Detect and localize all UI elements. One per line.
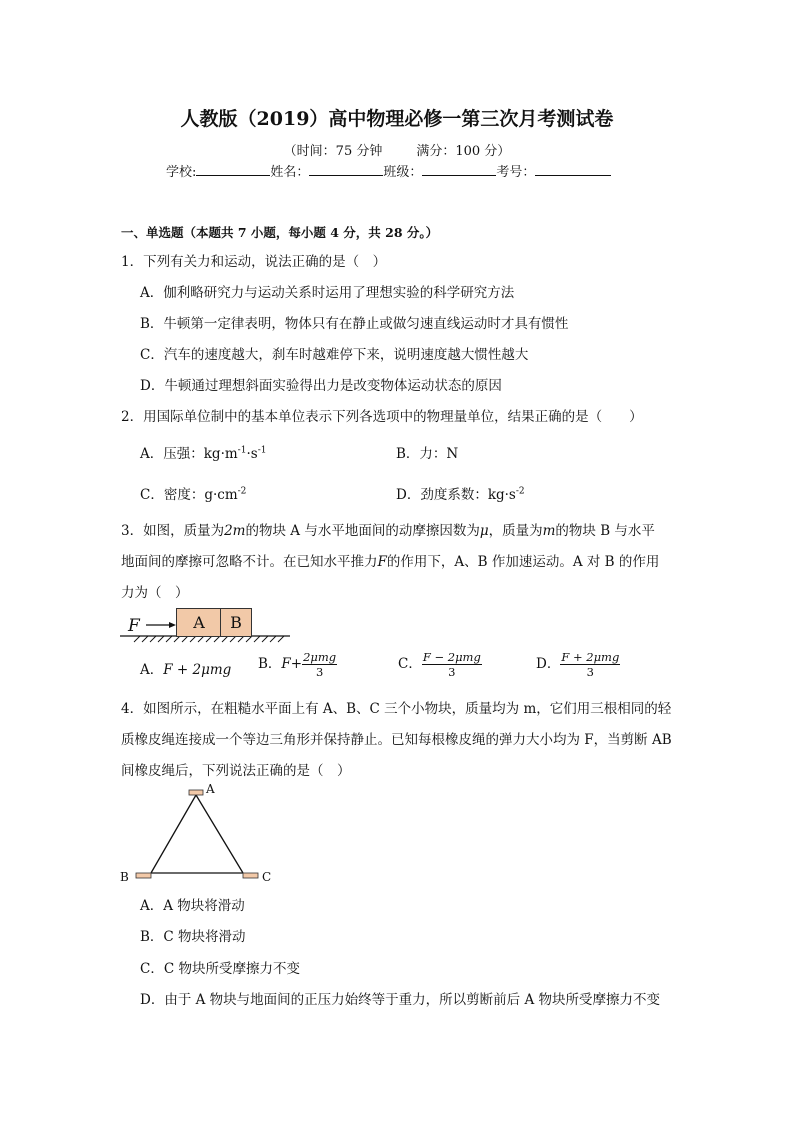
block-c-small	[243, 873, 258, 878]
class-field[interactable]	[422, 163, 496, 176]
q2-option-b[interactable]: B．力：N	[396, 446, 459, 462]
block-b	[220, 608, 252, 637]
vertex-a-label: A	[206, 782, 215, 796]
block-a-label: A	[193, 613, 205, 632]
q4-line3: 间橡皮绳后，下列说法正确的是（ ）	[121, 763, 351, 779]
q1-option-c[interactable]: C．汽车的速度越大，刹车时越难停下来，说明速度越大惯性越大	[140, 347, 529, 363]
q3-text-1a: 3．如图，质量为	[121, 523, 225, 539]
section-heading: 一、单选题（本题共 7 小题，每小题 4 分，共 28 分。）	[121, 225, 439, 240]
q1-option-d[interactable]: D．牛顿通过理想斜面实验得出力是改变物体运动状态的原因	[140, 378, 502, 394]
number-label: 考号：	[496, 165, 536, 180]
block-b-label: B	[230, 613, 242, 632]
class-label: 班级：	[383, 165, 423, 180]
q4-option-b[interactable]: B．C 物块将滑动	[140, 929, 246, 945]
q3-a-label: A．	[140, 662, 164, 678]
name-field[interactable]	[309, 163, 383, 176]
q3-figure	[120, 600, 295, 645]
q3-b-label: B．	[258, 656, 282, 672]
q3-option-d[interactable]	[536, 650, 620, 679]
q3-c-denominator: 3	[448, 665, 456, 679]
full-score: 满分：100 分）	[416, 144, 511, 159]
q2-a-text: A．压强：kg·m	[140, 446, 238, 462]
q2-stem: 2．用国际单位制中的基本单位表示下列各选项中的物理量单位，结果正确的是（ ）	[121, 409, 643, 425]
q4-option-a[interactable]: A．A 物块将滑动	[140, 898, 245, 914]
exam-subtitle	[0, 140, 794, 159]
q4-option-c[interactable]: C．C 物块所受摩擦力不变	[140, 961, 300, 977]
q3-b-pre: F+	[281, 656, 303, 672]
q3-text-2a: 地面间的摩擦可忽略不计。在已知水平推力	[121, 554, 378, 570]
q1-option-a[interactable]: A．伽利略研究力与运动关系时运用了理想实验的科学研究方法	[140, 285, 515, 301]
q3-b-denominator: 3	[315, 665, 324, 679]
q4-figure	[116, 782, 276, 887]
q2-d-text: D．劲度系数：kg·s	[396, 487, 516, 503]
q3-line1	[121, 519, 655, 539]
q3-text-1b: 的物块 A 与水平地面间的动摩擦因数为	[245, 523, 480, 539]
q3-a-expr: F + 2μmg	[163, 662, 232, 678]
block-b-small	[136, 873, 151, 878]
q4-line2: 质橡皮绳连接成一个等边三角形并保持静止。已知每根橡皮绳的弹力大小均为 F，当剪断 AB	[121, 732, 672, 748]
q3-line2	[121, 550, 659, 570]
q2-a-exp2: -1	[257, 445, 267, 456]
q3-mass-2m: 2m	[224, 523, 246, 539]
q4-option-d[interactable]: D．由于 A 物块与地面间的正压力始终等于重力，所以剪断前后 A 物块所受摩擦力不变	[140, 992, 660, 1008]
school-field[interactable]	[196, 163, 270, 176]
q3-mass-m: m	[542, 523, 556, 539]
q3-force-f: F	[377, 554, 387, 570]
q3-line3: 力为（ ）	[121, 585, 189, 601]
q2-option-a[interactable]	[140, 442, 266, 462]
rope-ac	[196, 795, 243, 873]
name-label: 姓名：	[270, 165, 310, 180]
time-limit: （时间：75 分钟	[283, 144, 383, 159]
q2-c-exp: -2	[237, 486, 247, 497]
block-a	[176, 608, 222, 637]
q3-option-c[interactable]	[398, 650, 482, 679]
q3-text-1d: 的物块 B 与水平	[555, 523, 655, 539]
q1-stem: 1．下列有关力和运动，说法正确的是（ ）	[121, 254, 387, 270]
q3-text-2b: 的作用下，A、B 作加速运动。A 对 B 的作用	[386, 554, 660, 570]
q4-line1: 4．如图所示，在粗糙水平面上有 A、B、C 三个小物块，质量均为 m，它们用三根相同的轻	[121, 701, 672, 717]
q3-d-fraction	[560, 650, 620, 679]
q3-b-numerator: 2μmg	[303, 650, 337, 664]
q3-mu: μ	[479, 523, 489, 539]
student-info-line	[166, 161, 611, 180]
q2-c-text: C．密度：g·cm	[140, 487, 238, 503]
school-label: 学校:	[166, 165, 197, 180]
q2-option-d[interactable]	[396, 483, 525, 503]
q3-d-label: D．	[536, 656, 561, 672]
q4-triangle-svg	[116, 782, 276, 887]
page-title: 人教版（2019）高中物理必修一第三次月考测试卷	[180, 108, 614, 130]
q3-option-a[interactable]	[140, 658, 231, 678]
q2-option-c[interactable]	[140, 483, 246, 503]
rope-ab	[151, 795, 196, 873]
block-a-small	[189, 790, 203, 795]
q3-c-label: C．	[398, 656, 422, 672]
q1-option-b[interactable]: B．牛顿第一定律表明，物体只有在静止或做匀速直线运动时才具有惯性	[140, 316, 569, 332]
q3-d-numerator: F + 2μmg	[561, 650, 620, 664]
number-field[interactable]	[535, 163, 611, 176]
q3-text-1c: ，质量为	[488, 523, 543, 539]
force-arrow-head	[169, 622, 176, 628]
q3-option-b[interactable]	[258, 650, 337, 679]
q3-d-denominator: 3	[586, 665, 594, 679]
q2-a-mid: ·s	[246, 446, 258, 462]
q3-b-fraction	[302, 650, 337, 679]
vertex-b-label: B	[120, 870, 129, 884]
q2-d-exp: -2	[515, 486, 525, 497]
q3-c-fraction	[422, 650, 482, 679]
q2-a-exp1: -1	[237, 445, 247, 456]
q3-c-numerator: F − 2μmg	[422, 650, 481, 664]
force-label: F	[128, 616, 140, 636]
vertex-c-label: C	[262, 870, 272, 884]
